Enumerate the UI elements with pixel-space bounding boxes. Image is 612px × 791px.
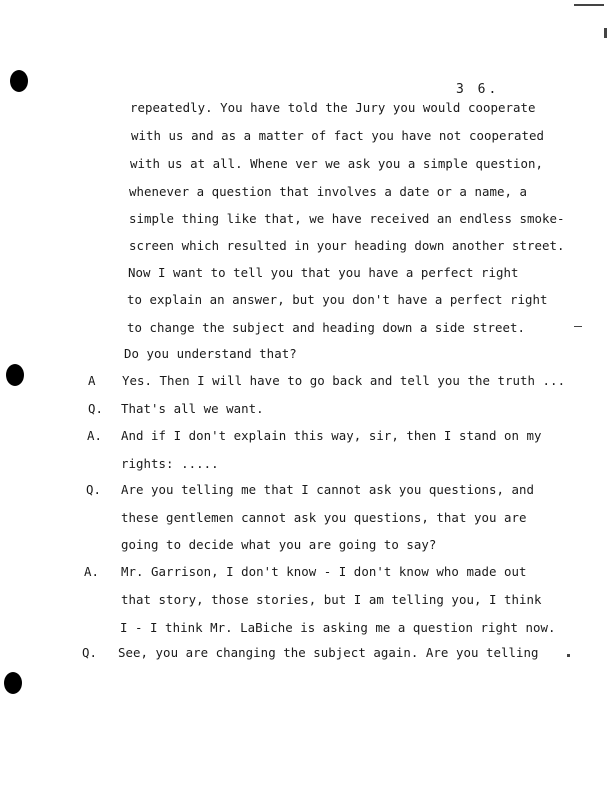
transcript-line: Are you telling me that I cannot ask you questions, and xyxy=(121,482,535,497)
scan-mark xyxy=(574,4,604,6)
speaker-marker: A. xyxy=(84,564,99,579)
scan-mark xyxy=(567,654,570,657)
transcript-line: whenever a question that involves a date or a name, a xyxy=(129,184,528,199)
punch-hole-bottom xyxy=(4,672,22,694)
transcript-line: simple thing like that, we have received an endless smoke- xyxy=(129,211,565,226)
scan-mark xyxy=(604,28,607,38)
transcript-line: repeatedly. You have told the Jury you would cooperate xyxy=(130,100,536,115)
speaker-marker: Q. xyxy=(86,482,101,497)
transcript-line: That's all we want. xyxy=(121,401,264,416)
page-number: 3 6. xyxy=(456,82,500,97)
speaker-marker: Q. xyxy=(82,645,97,660)
transcript-line: that story, those stories, but I am telling you, I think xyxy=(121,592,542,607)
transcript-line: these gentlemen cannot ask you questions, that you are xyxy=(121,510,527,525)
transcript-line: Yes. Then I will have to go back and tell you the truth ... xyxy=(122,373,566,388)
scan-mark xyxy=(574,326,582,327)
punch-hole-top xyxy=(10,70,28,92)
transcript-line: Do you understand that? xyxy=(124,346,297,361)
transcript-line: And if I don't explain this way, sir, then I stand on my xyxy=(121,428,542,443)
transcript-line: I - I think Mr. LaBiche is asking me a question right now. xyxy=(120,620,556,635)
speaker-marker: Q. xyxy=(88,401,103,416)
punch-hole-middle xyxy=(6,364,24,386)
transcript-line: to explain an answer, but you don't have a perfect right xyxy=(127,292,548,307)
speaker-marker: A. xyxy=(87,428,102,443)
transcript-line: screen which resulted in your heading down another street. xyxy=(129,238,565,253)
speaker-marker: A xyxy=(88,373,96,388)
transcript-line: Mr. Garrison, I don't know - I don't know who made out xyxy=(121,564,527,579)
transcript-line: to change the subject and heading down a side street. xyxy=(127,320,526,335)
transcript-line: with us and as a matter of fact you have not cooperated xyxy=(131,128,545,143)
transcript-line: going to decide what you are going to say? xyxy=(121,537,437,552)
transcript-line: Now I want to tell you that you have a perfect right xyxy=(128,265,519,280)
transcript-line: See, you are changing the subject again. Are you telling xyxy=(118,645,539,660)
transcript-line: with us at all. Whene ver we ask you a simple question, xyxy=(130,156,544,171)
transcript-line: rights: ..... xyxy=(121,456,219,471)
